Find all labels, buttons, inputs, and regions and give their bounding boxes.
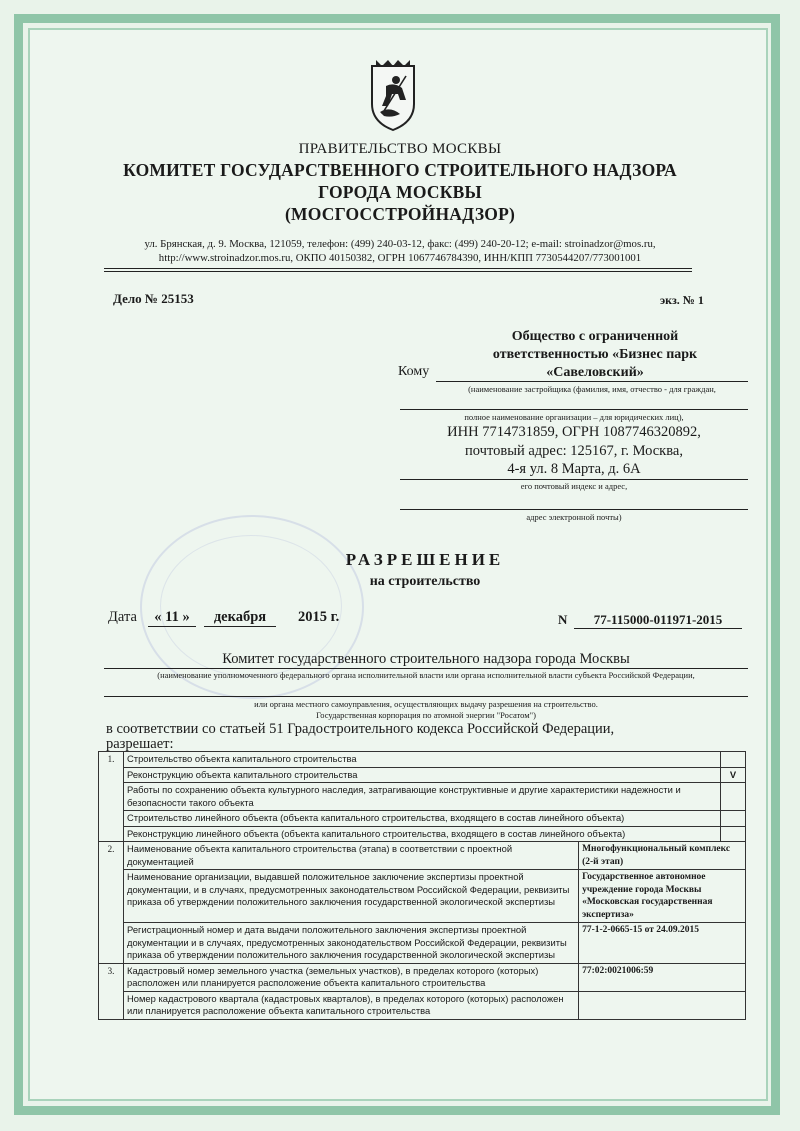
recipient-name-line3: «Савеловский» bbox=[546, 365, 644, 380]
moscow-coat-of-arms-icon bbox=[366, 56, 420, 132]
committee-title-line3: (МОСГОССТРОЙНАДЗОР) bbox=[285, 204, 515, 224]
copy-number: экз. № 1 bbox=[660, 293, 704, 307]
option-checkbox bbox=[721, 826, 746, 842]
permit-details-table bbox=[98, 751, 746, 1020]
expertise-org-label: Наименование организации, выдавшей положительное заключение экспертизы проектной документации, и в случаях, предусмотренных законодательством Российской Федерации, реквизиты приказа об утверждении положительного заключения государственной экологической экспертизы bbox=[124, 870, 579, 923]
recipient-postal-line1: почтовый адрес: 125167, г. Москва, bbox=[465, 443, 683, 459]
table-row bbox=[99, 767, 746, 783]
recipient-inn-ogrn: ИНН 7714731859, ОГРН 1087746320892, bbox=[447, 424, 701, 440]
issuer-caption2: или органа местного самоуправления, осуществляющих выдачу разрешения на строительство. bbox=[254, 699, 598, 709]
object-name-label: Наименование объекта капитального строительства (этапа) в соответствии с проектной документацией bbox=[124, 842, 579, 870]
committee-title-line1: КОМИТЕТ ГОСУДАРСТВЕННОГО СТРОИТЕЛЬНОГО НАДЗОРА bbox=[123, 160, 677, 180]
table-row bbox=[99, 963, 746, 991]
table-row bbox=[99, 811, 746, 827]
option-linear-construction: Строительство линейного объекта (объекта капитального строительства, входящего в состав линейного объекта) bbox=[124, 811, 721, 827]
row-number: 3. bbox=[99, 963, 124, 1019]
issuer-permits: разрешает: bbox=[106, 736, 174, 752]
recipient-underline4 bbox=[400, 509, 748, 510]
recipient-name-line2: ответственностью «Бизнес парк bbox=[492, 347, 698, 362]
option-linear-reconstruction: Реконструкцию линейного объекта (объекта капитального строительства, входящего в состав линейного объекта) bbox=[124, 826, 721, 842]
option-checkmark: V bbox=[721, 767, 746, 783]
recipient-caption1: (наименование застройщика (фамилия, имя, отчество - для граждан, bbox=[468, 384, 716, 394]
table-row bbox=[99, 752, 746, 768]
case-number: Дело № 25153 bbox=[113, 291, 194, 306]
table-row bbox=[99, 842, 746, 870]
table-row bbox=[99, 783, 746, 811]
table-row bbox=[99, 991, 746, 1019]
expertise-number-value: 77-1-2-0665-15 от 24.09.2015 bbox=[579, 923, 746, 964]
issuer-caption1: (наименование уполномоченного федерального органа исполнительной власти или органа исполнительной власти субъекта Российской Федерации, bbox=[157, 670, 695, 680]
cadastral-number-label: Кадастровый номер земельного участка (земельных участков), в пределах которого (которых) расположен или планируется расположение объекта капитального строительства bbox=[124, 963, 579, 991]
issuer-underline2 bbox=[104, 696, 748, 697]
date-day: « 11 » bbox=[148, 609, 196, 627]
header-divider bbox=[104, 268, 692, 269]
table-row bbox=[99, 870, 746, 923]
permit-number-label: N bbox=[558, 612, 568, 627]
option-checkbox bbox=[721, 752, 746, 768]
cadastral-quarter-value bbox=[579, 991, 746, 1019]
cadastral-number-value: 77:02:0021006:59 bbox=[579, 963, 746, 991]
date-year: 2015 г. bbox=[298, 609, 340, 625]
option-heritage-works: Работы по сохранению объекта культурного наследия, затрагивающие конструктивные и другие характеристики надежности и безопасности такого объекта bbox=[124, 783, 721, 811]
recipient-caption3: его почтовый индекс и адрес, bbox=[520, 481, 628, 491]
recipient-underline2 bbox=[400, 409, 748, 410]
recipient-underline1 bbox=[436, 381, 748, 382]
to-label: Кому bbox=[398, 364, 430, 379]
date-label: Дата bbox=[108, 609, 137, 625]
expertise-org-value: Государственное автономное учреждение города Москвы «Московская государственная экспертиза» bbox=[579, 870, 746, 923]
recipient-name-line1: Общество с ограниченной bbox=[511, 329, 679, 344]
table-row bbox=[99, 923, 746, 964]
date-month: декабря bbox=[204, 609, 276, 627]
row-number: 1. bbox=[99, 752, 124, 842]
recipient-caption2: полное наименование организации – для юридических лиц), bbox=[464, 412, 684, 422]
address-line2: http://www.stroinadzor.mos.ru, ОКПО 40150382, ОГРН 1067746784390, ИНН/КПП 7730544207/773001001 bbox=[158, 252, 642, 264]
document-title: РАЗРЕШЕНИЕ bbox=[345, 550, 505, 569]
issuer-name: Комитет государственного строительного надзора города Москвы bbox=[222, 651, 630, 667]
cadastral-quarter-label: Номер кадастрового квартала (кадастровых кварталов), в пределах которого (которых) расположен или планируется расположение объекта капитального строительства bbox=[124, 991, 579, 1019]
header-divider-second bbox=[104, 271, 692, 272]
address-line1: ул. Брянская, д. 9. Москва, 121059, телефон: (499) 240-03-12, факс: (499) 240-20-12; e-mail: stroinadzor@mos.ru, bbox=[144, 238, 656, 250]
issuer-statement: в соответствии со статьей 51 Градостроительного кодекса Российской Федерации, bbox=[106, 721, 615, 737]
committee-title-line2: ГОРОДА МОСКВЫ bbox=[318, 182, 482, 202]
expertise-number-label: Регистрационный номер и дата выдачи положительного заключения экспертизы проектной документации и в случаях, предусмотренных законодательством Российской Федерации, реквизиты приказа об утверждении положительного заключения государственной экологической экспертизы bbox=[124, 923, 579, 964]
option-checkbox bbox=[721, 783, 746, 811]
option-checkbox bbox=[721, 811, 746, 827]
government-title: ПРАВИТЕЛЬСТВО МОСКВЫ bbox=[298, 141, 502, 157]
option-reconstruction: Реконструкцию объекта капитального строительства bbox=[124, 767, 721, 783]
document-subtitle: на строительство bbox=[369, 574, 481, 589]
object-name-value: Многофункциональный комплекс (2-й этап) bbox=[579, 842, 746, 870]
issuer-underline bbox=[104, 668, 748, 669]
issuer-caption3: Государственная корпорация по атомной энергии "Росатом") bbox=[316, 710, 536, 720]
recipient-underline3 bbox=[400, 479, 748, 480]
table-row bbox=[99, 826, 746, 842]
recipient-postal-line2: 4-я ул. 8 Марта, д. 6А bbox=[507, 461, 641, 477]
option-new-construction: Строительство объекта капитального строительства bbox=[124, 752, 721, 768]
row-number: 2. bbox=[99, 842, 124, 964]
recipient-caption4: адрес электронной почты) bbox=[526, 512, 622, 522]
permit-number: 77-115000-011971-2015 bbox=[574, 612, 742, 629]
